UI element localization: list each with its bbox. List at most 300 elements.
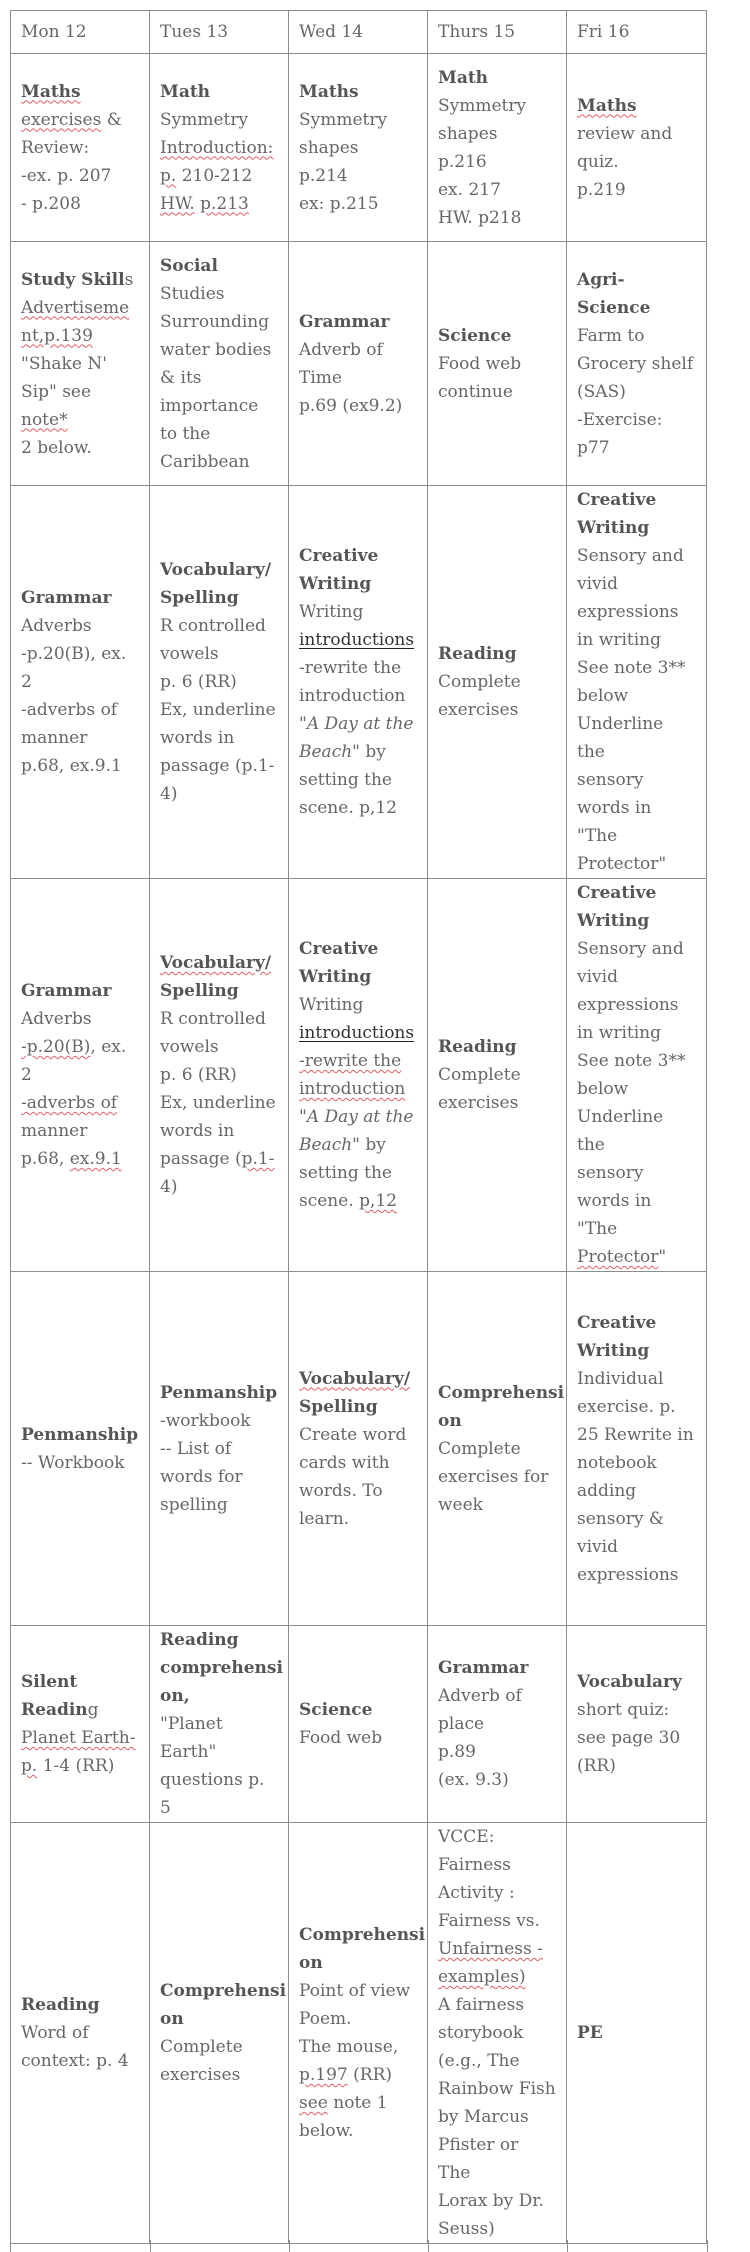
weekly-timetable bbox=[10, 10, 707, 2244]
lesson-line bbox=[438, 176, 556, 204]
lesson-text: Caribbean bbox=[160, 451, 250, 472]
lesson-text: p.213 bbox=[200, 193, 249, 214]
lesson-text: p,12 bbox=[359, 1191, 398, 1211]
lesson-text: -p.20(B) bbox=[21, 1037, 91, 1057]
lesson-line bbox=[299, 935, 417, 963]
lesson-cell-fri bbox=[567, 1823, 707, 2244]
lesson-line bbox=[438, 1379, 565, 1407]
lesson-line bbox=[160, 1145, 278, 1173]
lesson-line bbox=[299, 991, 417, 1019]
lesson-line bbox=[299, 1724, 417, 1752]
lesson-text: Symmetry bbox=[438, 95, 527, 116]
lesson-text: Sensory and bbox=[577, 939, 684, 959]
lesson-text: Sip" see bbox=[21, 381, 92, 402]
lesson-text: quiz. bbox=[577, 151, 619, 172]
lesson-text: Math bbox=[160, 81, 211, 102]
lesson-line bbox=[299, 1075, 417, 1103]
lesson-line bbox=[577, 1243, 696, 1271]
lesson-text: & bbox=[101, 109, 122, 130]
lesson-line bbox=[438, 350, 556, 378]
lesson-text: expressions bbox=[577, 1564, 679, 1585]
lesson-text: Symmetry bbox=[299, 109, 388, 130]
lesson-text: short quiz: bbox=[577, 1700, 670, 1720]
lesson-line bbox=[160, 1407, 278, 1435]
lesson-line bbox=[299, 1131, 417, 1159]
lesson-line bbox=[577, 1187, 696, 1215]
lesson-cell-thurs bbox=[428, 242, 567, 486]
lesson-text: in writing bbox=[577, 1023, 662, 1043]
lesson-line bbox=[160, 640, 278, 668]
lesson-text: , ex. 2 bbox=[21, 1037, 127, 1085]
lesson-line bbox=[438, 668, 556, 696]
lesson-line bbox=[160, 1682, 278, 1710]
lesson-line bbox=[160, 364, 278, 392]
lesson-line bbox=[21, 1117, 139, 1145]
lesson-line bbox=[299, 682, 417, 710]
lesson-text: p.69 (ex9.2) bbox=[299, 395, 403, 416]
lesson-text: vowels bbox=[160, 644, 219, 664]
lesson-cell-fri bbox=[567, 54, 707, 242]
lesson-text: Maths bbox=[577, 95, 637, 116]
day-header-mon: Mon 12 bbox=[11, 11, 150, 54]
table-row bbox=[11, 54, 707, 242]
lesson-text: scene. bbox=[299, 1191, 360, 1211]
lesson-text: words in bbox=[577, 798, 652, 818]
lesson-line bbox=[21, 724, 139, 752]
lesson-text: Reading bbox=[438, 1037, 517, 1057]
lesson-line bbox=[160, 1738, 278, 1766]
lesson-text: Vocabulary/ bbox=[160, 953, 272, 973]
lesson-line bbox=[160, 1173, 278, 1201]
lesson-text: A fairness bbox=[438, 1995, 525, 2015]
lesson-text: Grammar bbox=[21, 588, 112, 608]
lesson-line bbox=[299, 1696, 417, 1724]
lesson-text: words in bbox=[160, 728, 235, 748]
lesson-text: on bbox=[299, 1953, 323, 1973]
lesson-text: Underline the bbox=[577, 714, 664, 762]
lesson-line bbox=[21, 1145, 139, 1173]
lesson-line bbox=[438, 1738, 556, 1766]
lesson-line bbox=[160, 392, 278, 420]
lesson-text: Food web bbox=[299, 1728, 383, 1748]
lesson-text: "Shake N' bbox=[21, 353, 107, 374]
lesson-line bbox=[438, 1491, 556, 1519]
lesson-cell-tues bbox=[150, 242, 289, 486]
lesson-cell-wed bbox=[289, 1272, 428, 1626]
lesson-line bbox=[577, 1449, 696, 1477]
lesson-line bbox=[160, 1710, 278, 1738]
lesson-text: Vocabulary/ bbox=[160, 560, 272, 580]
lesson-line bbox=[160, 1654, 283, 1682]
lesson-text: exercises bbox=[21, 109, 102, 130]
lesson-line bbox=[21, 1449, 139, 1477]
table-row bbox=[11, 879, 707, 1272]
lesson-cell-fri bbox=[567, 1272, 707, 1626]
lesson-text: 4) bbox=[160, 1177, 178, 1197]
lesson-line bbox=[299, 710, 417, 738]
lesson-cell-mon bbox=[11, 1272, 150, 1626]
lesson-text: questions p. 5 bbox=[160, 1770, 265, 1818]
lesson-text: Word of bbox=[21, 2023, 89, 2043]
lesson-text: Beach bbox=[299, 1135, 353, 1155]
lesson-line bbox=[577, 1752, 696, 1780]
lesson-line bbox=[299, 336, 417, 364]
lesson-line bbox=[160, 1061, 278, 1089]
lesson-text: see page 30 bbox=[577, 1728, 681, 1748]
lesson-text: Lorax by Dr. bbox=[438, 2191, 544, 2211]
lesson-text: VCCE: bbox=[438, 1827, 495, 1847]
lesson-text: importance bbox=[160, 395, 259, 416]
lesson-line bbox=[577, 1421, 696, 1449]
lesson-line bbox=[577, 682, 696, 710]
lesson-line bbox=[21, 378, 139, 434]
lesson-line bbox=[21, 977, 139, 1005]
lesson-line bbox=[438, 64, 556, 92]
lesson-line bbox=[299, 963, 417, 991]
lesson-line bbox=[21, 1421, 139, 1449]
day-header-thurs: Thurs 15 bbox=[428, 11, 567, 54]
lesson-text: -adverbs of bbox=[21, 1093, 118, 1113]
lesson-line bbox=[160, 612, 278, 640]
lesson-line bbox=[438, 696, 556, 724]
lesson-line bbox=[577, 1477, 696, 1505]
header-row bbox=[11, 11, 707, 54]
lesson-line bbox=[21, 434, 139, 462]
lesson-text: p.216 bbox=[438, 151, 487, 172]
lesson-text: Food web bbox=[438, 353, 522, 374]
lesson-cell-wed bbox=[289, 242, 428, 486]
lesson-line bbox=[299, 2033, 417, 2061]
lesson-line bbox=[577, 822, 696, 850]
lesson-text: Protector bbox=[577, 1247, 659, 1267]
lesson-text: Fairness bbox=[438, 1855, 511, 1875]
lesson-line bbox=[438, 1851, 556, 1879]
lesson-text: p. 6 (RR) bbox=[160, 1065, 237, 1085]
lesson-text: introductions bbox=[299, 630, 415, 650]
lesson-text: Earth" bbox=[160, 1742, 217, 1762]
lesson-text: 4) bbox=[160, 784, 178, 804]
lesson-text: in writing bbox=[577, 630, 662, 650]
lesson-text: " bbox=[299, 714, 307, 734]
lesson-text: R controlled bbox=[160, 616, 266, 636]
lesson-text: HW. p218 bbox=[438, 207, 522, 228]
lesson-text: below bbox=[577, 1079, 629, 1099]
lesson-text: Time bbox=[299, 367, 342, 388]
lesson-line bbox=[299, 1019, 417, 1047]
lesson-line bbox=[299, 1365, 417, 1393]
lesson-text: " bbox=[658, 1247, 667, 1267]
lesson-line bbox=[160, 162, 278, 190]
lesson-text: exercises for bbox=[438, 1466, 549, 1487]
lesson-text: See note 3** bbox=[577, 658, 686, 678]
lesson-text: "Planet bbox=[160, 1714, 223, 1734]
lesson-line bbox=[160, 752, 278, 780]
lesson-text: Fairness vs. bbox=[438, 1911, 540, 1931]
lesson-line bbox=[577, 850, 696, 878]
lesson-line bbox=[577, 626, 696, 654]
lesson-line bbox=[577, 1696, 696, 1724]
lesson-line bbox=[299, 1977, 417, 2005]
lesson-text: manner bbox=[21, 728, 88, 748]
lesson-line bbox=[160, 1435, 278, 1463]
lesson-text: p. bbox=[160, 165, 177, 186]
lesson-line bbox=[299, 134, 417, 162]
lesson-text: Grammar bbox=[299, 311, 390, 332]
lesson-text: Adverb of bbox=[299, 339, 383, 360]
lesson-line bbox=[299, 1393, 417, 1421]
lesson-text: " bbox=[299, 1107, 307, 1127]
lesson-line bbox=[577, 1533, 696, 1561]
lesson-text: by Marcus bbox=[438, 2107, 529, 2127]
lesson-line bbox=[160, 448, 278, 476]
lesson-text: s bbox=[124, 269, 134, 290]
lesson-text: ex: p.215 bbox=[299, 193, 379, 214]
lesson-text: -Exercise: p77 bbox=[577, 409, 663, 458]
lesson-line bbox=[438, 1061, 556, 1089]
lesson-line bbox=[21, 162, 139, 190]
lesson-line bbox=[438, 1435, 556, 1463]
lesson-cell-mon bbox=[11, 1626, 150, 1823]
lesson-line bbox=[160, 190, 278, 218]
lesson-text: Reading bbox=[21, 1995, 100, 2015]
lesson-text: -rewrite the bbox=[299, 658, 402, 678]
lesson-text: p.214 bbox=[299, 165, 348, 186]
lesson-text: Science bbox=[438, 325, 512, 346]
lesson-line bbox=[160, 1005, 278, 1033]
lesson-text: on bbox=[438, 1410, 462, 1431]
lesson-text: Point of view bbox=[299, 1981, 411, 2001]
day-header-tues: Tues 13 bbox=[150, 11, 289, 54]
lesson-line bbox=[160, 556, 278, 584]
lesson-text: Study Skill bbox=[21, 269, 125, 290]
lesson-text: learn. bbox=[299, 1508, 350, 1529]
lesson-line bbox=[438, 1654, 556, 1682]
lesson-cell-thurs bbox=[428, 1823, 567, 2244]
lesson-line bbox=[577, 1724, 696, 1752]
lesson-text: Social bbox=[160, 255, 218, 276]
lesson-text: Seuss) bbox=[438, 2219, 495, 2239]
lesson-text: p. 6 (RR) bbox=[160, 672, 237, 692]
lesson-line bbox=[21, 1089, 139, 1117]
lesson-text: Adverbs bbox=[21, 616, 92, 636]
lesson-text: Writing bbox=[577, 518, 650, 538]
lesson-text: vowels bbox=[160, 1037, 219, 1057]
lesson-line bbox=[21, 696, 139, 724]
lesson-line bbox=[160, 584, 278, 612]
lesson-line bbox=[438, 2131, 556, 2187]
lesson-text: storybook bbox=[438, 2023, 524, 2043]
lesson-text: expressions bbox=[577, 995, 679, 1015]
lesson-text: Readin bbox=[21, 1700, 88, 1720]
lesson-line bbox=[438, 1033, 556, 1061]
lesson-line bbox=[299, 78, 417, 106]
lesson-line bbox=[21, 322, 139, 350]
lesson-line bbox=[577, 514, 696, 542]
lesson-line bbox=[160, 780, 278, 808]
lesson-line bbox=[438, 204, 556, 232]
lesson-line bbox=[299, 1449, 417, 1477]
lesson-line bbox=[299, 364, 417, 392]
lesson-cell-fri bbox=[567, 1626, 707, 1823]
table-row bbox=[11, 1626, 707, 1823]
lesson-line bbox=[438, 1089, 556, 1117]
lesson-cell-mon bbox=[11, 242, 150, 486]
lesson-text: Planet Earth- bbox=[21, 1728, 136, 1748]
lesson-text: Complete bbox=[438, 1438, 521, 1459]
lesson-line bbox=[299, 308, 417, 336]
day-header-fri: Fri 16 bbox=[567, 11, 707, 54]
lesson-cell-tues bbox=[150, 54, 289, 242]
lesson-text: words. To bbox=[299, 1480, 383, 1501]
lesson-text: Create word bbox=[299, 1424, 407, 1445]
lesson-text: Ex, underline bbox=[160, 1093, 276, 1113]
lesson-line bbox=[21, 78, 139, 106]
lesson-line bbox=[160, 1463, 278, 1491]
lesson-line bbox=[299, 1949, 417, 1977]
lesson-line bbox=[438, 120, 556, 148]
lesson-line bbox=[438, 322, 556, 350]
lesson-text: Comprehensi bbox=[299, 1925, 426, 1945]
lesson-line bbox=[438, 1907, 556, 1935]
lesson-text: p.89 bbox=[438, 1742, 476, 1762]
lesson-text: (RR) bbox=[577, 1756, 616, 1776]
lesson-text: Creative bbox=[577, 490, 657, 510]
lesson-line bbox=[21, 752, 139, 780]
lesson-line bbox=[160, 1089, 278, 1117]
lesson-text: PE bbox=[577, 2023, 603, 2043]
lesson-text: p.219 bbox=[577, 179, 626, 200]
lesson-text: p.197 bbox=[299, 2065, 348, 2085]
lesson-text: Science bbox=[299, 1700, 373, 1720]
lesson-line bbox=[21, 190, 139, 218]
table-row bbox=[11, 1272, 707, 1626]
lesson-text: Spelling bbox=[299, 1396, 378, 1417]
lesson-line bbox=[577, 1505, 696, 1533]
lesson-line bbox=[577, 710, 696, 766]
lesson-line bbox=[438, 1991, 556, 2019]
lesson-text: Vocabulary bbox=[577, 1672, 682, 1692]
lesson-line bbox=[299, 162, 417, 190]
lesson-text: Writing bbox=[577, 1340, 650, 1361]
lesson-line bbox=[160, 724, 278, 752]
lesson-cell-wed bbox=[289, 486, 428, 879]
lesson-line bbox=[438, 1682, 556, 1710]
lesson-text: comprehensi bbox=[160, 1658, 283, 1678]
lesson-text: vivid bbox=[577, 574, 618, 594]
lesson-text: Penmanship bbox=[21, 1424, 139, 1445]
lesson-line bbox=[299, 598, 417, 626]
lesson-text: Writing bbox=[299, 995, 364, 1015]
lesson-line bbox=[160, 1491, 278, 1519]
lesson-text: Comprehensi bbox=[160, 1981, 287, 2001]
lesson-text: place bbox=[438, 1714, 485, 1734]
lesson-line bbox=[438, 1463, 556, 1491]
lesson-text: Writing bbox=[299, 967, 372, 987]
lesson-line bbox=[438, 2075, 556, 2103]
lesson-line bbox=[299, 2061, 417, 2089]
lesson-text: Grammar bbox=[438, 1658, 529, 1678]
lesson-line bbox=[299, 794, 417, 822]
lesson-text: Symmetry bbox=[160, 109, 249, 130]
lesson-text: shapes bbox=[438, 123, 498, 144]
lesson-text: Reading bbox=[438, 644, 517, 664]
lesson-text: words for bbox=[160, 1466, 243, 1487]
lesson-text: -workbook bbox=[160, 1410, 251, 1431]
lesson-line bbox=[577, 991, 696, 1019]
lesson-text: introductions bbox=[299, 1023, 415, 1043]
lesson-text: Reading bbox=[160, 1630, 239, 1650]
lesson-text: Maths bbox=[21, 81, 81, 102]
lesson-line bbox=[299, 392, 417, 420]
lesson-line bbox=[577, 1337, 696, 1365]
lesson-text: Grocery shelf bbox=[577, 353, 694, 374]
lesson-text: manner bbox=[21, 1121, 88, 1141]
lesson-line bbox=[160, 2033, 278, 2061]
lesson-line bbox=[299, 1103, 417, 1131]
lesson-text: Beach bbox=[299, 742, 353, 762]
lesson-text: g bbox=[87, 1700, 99, 1720]
lesson-text: Review: bbox=[21, 137, 90, 158]
timetable-body bbox=[11, 54, 707, 2244]
lesson-line bbox=[577, 1103, 696, 1159]
lesson-line bbox=[299, 1159, 417, 1187]
lesson-line bbox=[577, 1309, 696, 1337]
lesson-line bbox=[21, 1033, 139, 1089]
lesson-text: on bbox=[160, 2009, 184, 2029]
day-header-wed: Wed 14 bbox=[289, 11, 428, 54]
lesson-text: expressions bbox=[577, 602, 679, 622]
lesson-text: The mouse, bbox=[299, 2037, 399, 2057]
lesson-cell-thurs bbox=[428, 879, 567, 1272]
lesson-line bbox=[299, 738, 417, 766]
lesson-text: 25 Rewrite in bbox=[577, 1424, 694, 1445]
lesson-line bbox=[577, 542, 696, 570]
lesson-text: exercises bbox=[438, 700, 519, 720]
lesson-cell-thurs bbox=[428, 1272, 567, 1626]
lesson-text: HW. bbox=[160, 193, 195, 214]
lesson-text: -- List of bbox=[160, 1438, 232, 1459]
lesson-text: see bbox=[299, 2093, 328, 2113]
lesson-cell-wed bbox=[289, 54, 428, 242]
lesson-line bbox=[160, 336, 278, 364]
lesson-text: p.68, ex.9.1 bbox=[21, 756, 122, 776]
lesson-text: "The bbox=[577, 826, 618, 846]
lesson-text: Activity : bbox=[438, 1883, 515, 1903]
lesson-line bbox=[438, 2103, 556, 2131]
lesson-line bbox=[21, 584, 139, 612]
lesson-text: Advertiseme bbox=[21, 297, 130, 318]
lesson-line bbox=[299, 1505, 417, 1533]
lesson-line bbox=[577, 266, 696, 322]
lesson-text: "The bbox=[577, 1219, 618, 1239]
lesson-line bbox=[299, 1047, 417, 1075]
lesson-line bbox=[438, 2019, 556, 2047]
lesson-text: 1-4 (RR) bbox=[37, 1756, 115, 1776]
lesson-text: -rewrite the bbox=[299, 1051, 402, 1071]
lesson-text: -- Workbook bbox=[21, 1452, 125, 1473]
lesson-text: Writing bbox=[577, 911, 650, 931]
lesson-line bbox=[577, 1561, 696, 1589]
lesson-text: -ex. p. 207 bbox=[21, 165, 112, 186]
lesson-text: continue bbox=[438, 381, 513, 402]
lesson-line bbox=[299, 1421, 417, 1449]
lesson-text: Sensory and bbox=[577, 546, 684, 566]
lesson-line bbox=[160, 106, 278, 134]
lesson-cell-mon bbox=[11, 1823, 150, 2244]
lesson-line bbox=[577, 935, 696, 963]
lesson-line bbox=[438, 1935, 556, 1963]
lesson-line bbox=[299, 190, 417, 218]
